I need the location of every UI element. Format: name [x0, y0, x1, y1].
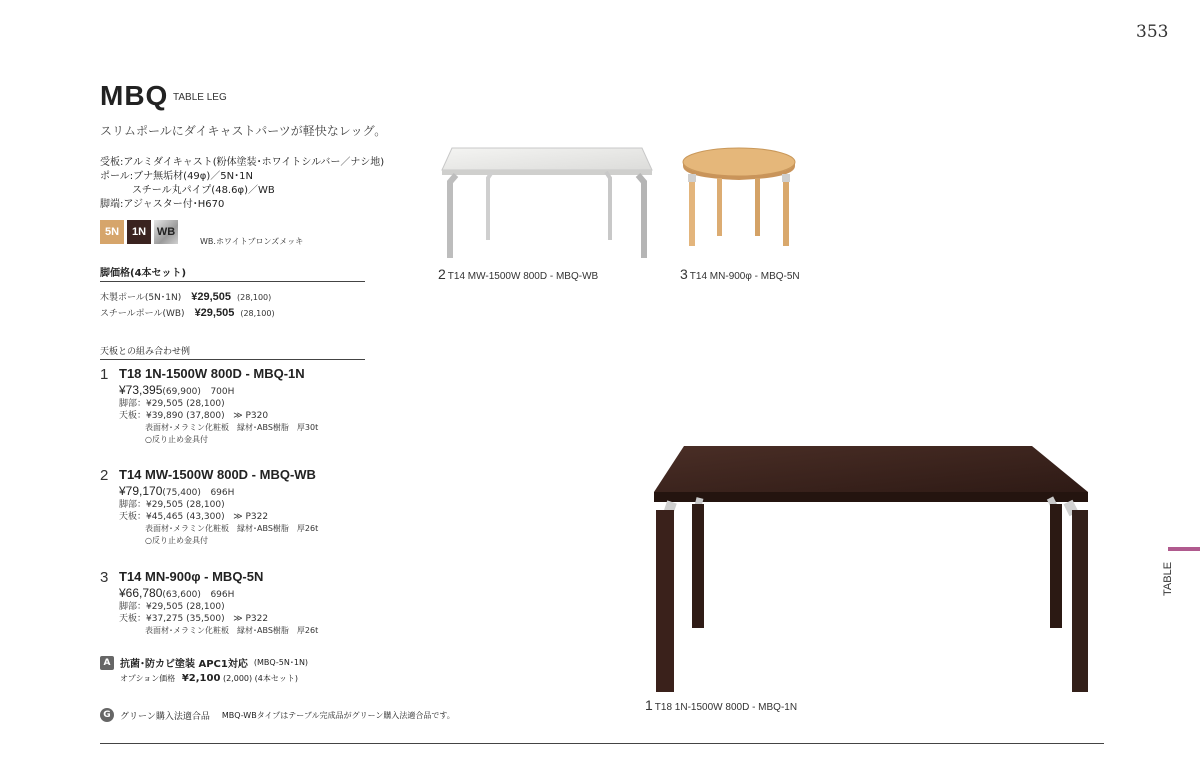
combo-price: ¥66,780 — [119, 586, 163, 600]
combo-number: 2 — [100, 467, 109, 484]
spec-line: スチール丸パイプ(48.6φ)／WB — [132, 185, 275, 196]
caption-text: T14 MN-900φ - MBQ-5N — [689, 271, 800, 282]
bottom-divider — [100, 743, 1104, 744]
antibac-row — [100, 655, 308, 670]
caption-number: 2 — [438, 266, 446, 282]
combo-name: T18 1N-1500W 800D - MBQ-1N — [119, 366, 305, 381]
spec-line: 受板:アルミダイキャスト(粉体塗装･ホワイトシルバー／ナシ地) — [100, 157, 385, 168]
side-tab-marker — [1168, 547, 1200, 551]
photo-caption-2 — [438, 266, 598, 282]
leg-price-row — [100, 290, 271, 303]
caption-number: 1 — [645, 697, 653, 713]
option-sub: (2,000) (4本セット) — [222, 674, 298, 683]
swatch-note: WB.ホワイトブロンズメッキ — [200, 237, 304, 246]
caption-number: 3 — [680, 266, 688, 282]
page-number: 353 — [1136, 22, 1169, 42]
combo-height: 700H — [210, 387, 235, 397]
product-title: MBQ — [100, 80, 169, 111]
swatch-wb: WB — [154, 220, 178, 244]
leg-price-row — [100, 306, 275, 319]
color-swatches — [100, 220, 178, 244]
combo-details — [119, 485, 318, 547]
green-desc: MBQ-WBタイプはテーブル完成品がグリーン購入法適合品です。 — [221, 710, 455, 720]
caption-text: T18 1N-1500W 800D - MBQ-1N — [654, 702, 798, 713]
combo-price-sub: (63,600) — [162, 590, 201, 600]
green-label: グリーン購入法適合品 — [120, 711, 210, 722]
combo-item-3 — [100, 569, 380, 649]
combo-top: 天板：¥45,465 (43,300) — [119, 512, 225, 522]
table-photo-2 — [430, 140, 660, 265]
table-photo-3 — [675, 140, 805, 255]
spec-block — [100, 156, 384, 212]
price-sub: (28,100) — [237, 293, 272, 302]
option-price: ¥2,100 — [181, 673, 221, 684]
price-sub: (28,100) — [240, 309, 275, 318]
combo-name: T14 MW-1500W 800D - MBQ-WB — [119, 467, 316, 482]
swatch-1n: 1N — [127, 220, 151, 244]
green-row — [100, 708, 455, 722]
price-value: ¥29,505 — [191, 291, 232, 303]
swatch-5n: 5N — [100, 220, 124, 244]
combo-number: 3 — [100, 569, 109, 586]
combo-height: 696H — [210, 488, 235, 498]
combo-price-sub: (75,400) — [162, 488, 201, 498]
combo-note: ○反り止め金具付 — [145, 435, 208, 444]
price-value: ¥29,505 — [194, 307, 235, 319]
combo-leg: 脚部：¥29,505 (28,100) — [119, 399, 225, 409]
tagline: スリムポールにダイキャストパーツが軽快なレッグ。 — [100, 124, 387, 138]
combo-price: ¥79,170 — [119, 484, 163, 498]
spec-line: 脚端:アジャスター付･H670 — [100, 199, 225, 210]
caption-text: T14 MW-1500W 800D - MBQ-WB — [447, 271, 599, 282]
combo-ref: ≫ P320 — [233, 411, 269, 421]
combo-material: 表面材･メラミン化粧板 縁材･ABS樹脂 厚26t — [145, 626, 319, 635]
combo-note: ○反り止め金具付 — [145, 536, 208, 545]
photo-caption-1 — [645, 697, 797, 713]
spec-line: ポール:ブナ無垢材(49φ)／5N･1N — [100, 171, 253, 182]
combo-material: 表面材･メラミン化粧板 縁材･ABS樹脂 厚30t — [145, 423, 319, 432]
combo-ref: ≫ P322 — [233, 614, 269, 624]
product-subtitle: TABLE LEG — [173, 92, 227, 103]
antibac-label-sub: (MBQ-5N･1N) — [253, 658, 309, 667]
leg-price-heading: 脚価格(4本セット) — [100, 264, 365, 282]
combo-heading: 天板との組み合わせ例 — [100, 344, 365, 360]
antibac-label: 抗菌･防カビ塗装 APC1対応 — [120, 659, 248, 670]
combo-top: 天板：¥39,890 (37,800) — [119, 411, 225, 421]
combo-ref: ≫ P322 — [233, 512, 269, 522]
combo-number: 1 — [100, 366, 109, 383]
green-icon: G — [100, 708, 114, 722]
combo-item-1 — [100, 366, 380, 456]
combo-height: 696H — [210, 590, 235, 600]
combo-material: 表面材･メラミン化粧板 縁材･ABS樹脂 厚26t — [145, 524, 319, 533]
photo-caption-3 — [680, 266, 800, 282]
combo-price: ¥73,395 — [119, 383, 163, 397]
price-label: スチールポール(WB) — [100, 309, 185, 319]
combo-item-2 — [100, 467, 380, 557]
combo-leg: 脚部：¥29,505 (28,100) — [119, 602, 225, 612]
price-label: 木製ポール(5N･1N) — [100, 293, 182, 303]
combo-leg: 脚部：¥29,505 (28,100) — [119, 500, 225, 510]
antibac-icon: A — [100, 656, 114, 670]
combo-details — [119, 384, 318, 446]
combo-name: T14 MN-900φ - MBQ-5N — [119, 569, 264, 584]
table-photo-1 — [640, 440, 1100, 695]
combo-top: 天板：¥37,275 (35,500) — [119, 614, 225, 624]
side-tab-label: TABLE — [1162, 561, 1174, 596]
option-price-row — [120, 673, 298, 684]
option-label: オプション価格 — [120, 674, 176, 683]
combo-details — [119, 587, 318, 637]
combo-price-sub: (69,900) — [162, 387, 201, 397]
